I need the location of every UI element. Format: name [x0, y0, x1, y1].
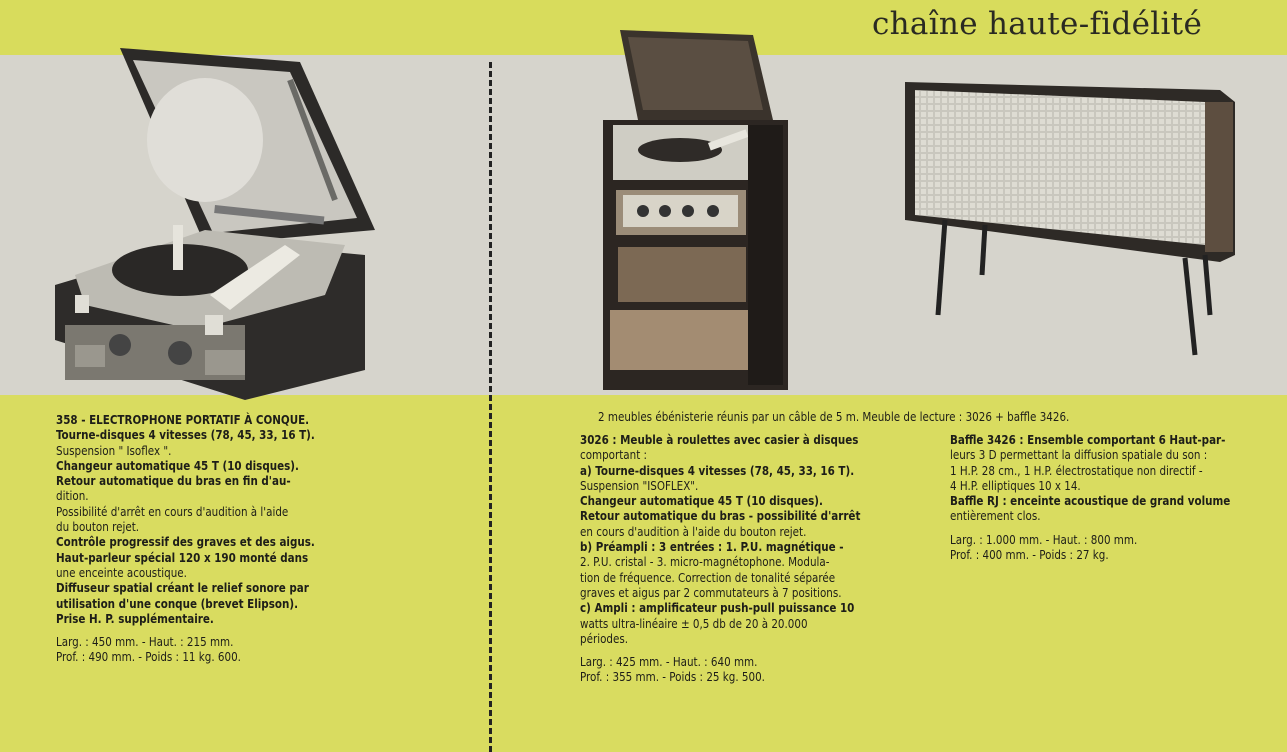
spec-line: comportant : — [580, 447, 648, 463]
spec-line: Possibilité d'arrêt en cours d'audition à l'aide — [56, 503, 289, 519]
spec-line: Suspension "ISOFLEX". — [580, 477, 699, 493]
page-heading: chaîne haute-fidélité — [872, 6, 1203, 42]
spec-line: 1 H.P. 28 cm., 1 H.P. électrostatique non directif - — [950, 462, 1203, 478]
dimensions-line: Prof. : 355 mm. - Poids : 25 kg. 500. — [580, 669, 765, 685]
spec-line: utilisation d'une conque (brevet Elipson). — [56, 595, 299, 611]
spec-line: Prise H. P. supplémentaire. — [56, 610, 214, 626]
spec-line: leurs 3 D permettant la diffusion spatiale du son : — [950, 447, 1208, 463]
baffle-description — [950, 432, 1277, 562]
spec-line: Tourne-disques 4 vitesses (78, 45, 33, 16 T). — [56, 427, 315, 443]
spec-line: Contrôle progressif des graves et des aigus. — [56, 534, 315, 550]
spec-line: périodes. — [580, 630, 629, 646]
cabinet-description — [580, 432, 925, 685]
spec-line: Changeur automatique 45 T (10 disques). — [56, 457, 299, 473]
dimensions-line: Prof. : 400 mm. - Poids : 27 kg. — [950, 547, 1109, 563]
spec-line: watts ultra-linéaire ± 0,5 db de 20 à 20.000 — [580, 615, 808, 631]
spec-line: dition. — [56, 488, 89, 504]
spec-line: Haut-parleur spécial 120 x 190 monté dans — [56, 549, 309, 565]
product-title: 358 - ELECTROPHONE PORTATIF À CONQUE. — [56, 412, 310, 427]
dimensions-line: Larg. : 1.000 mm. - Haut. : 800 mm. — [950, 531, 1138, 547]
spec-line: Changeur automatique 45 T (10 disques). — [580, 493, 823, 509]
hifi-intro: 2 meubles ébénisterie réunis par un câble de 5 m. Meuble de lecture : 3026 + baffle 3426. — [598, 409, 1070, 424]
spec-line: Retour automatique du bras - possibilité d'arrêt — [580, 508, 861, 524]
dimensions-line: Larg. : 425 mm. - Haut. : 640 mm. — [580, 654, 758, 670]
dimensions-line: Prof. : 490 mm. - Poids : 11 kg. 600. — [56, 649, 241, 665]
spec-line: une enceinte acoustique. — [56, 564, 187, 580]
spec-line: 2. P.U. cristal - 3. micro-magnétophone. Modula- — [580, 554, 830, 570]
spec-line: Baffle RJ : enceinte acoustique de grand volume — [950, 493, 1231, 509]
electrophone-photo — [45, 40, 380, 405]
spec-line: du bouton rejet. — [56, 519, 140, 535]
spec-line: b) Préampli : 3 entrées : 1. P.U. magnétique - — [580, 539, 844, 555]
spec-line: entièrement clos. — [950, 508, 1041, 524]
spec-line: Retour automatique du bras en fin d'au- — [56, 473, 291, 489]
spec-line: 4 H.P. elliptiques 10 x 14. — [950, 477, 1081, 493]
spec-line: 3026 : Meuble à roulettes avec casier à disques — [580, 432, 859, 447]
spec-line: Baffle 3426 : Ensemble comportant 6 Haut-par- — [950, 432, 1226, 447]
spec-line: tion de fréquence. Correction de tonalité séparée — [580, 569, 836, 585]
electrophone-description — [56, 412, 369, 665]
spec-line: en cours d'audition à l'aide du bouton rejet. — [580, 523, 807, 539]
spec-line: c) Ampli : amplificateur push-pull puissance 10 — [580, 600, 855, 616]
cabinet-photo — [598, 25, 793, 395]
speaker-baffle-photo — [900, 70, 1245, 365]
spec-line: graves et aigus par 2 commutateurs à 7 positions. — [580, 584, 842, 600]
spec-line: Suspension " Isoflex ". — [56, 442, 172, 458]
column-divider — [489, 62, 492, 752]
spec-line: Diffuseur spatial créant le relief sonore par — [56, 580, 309, 596]
dimensions-line: Larg. : 450 mm. - Haut. : 215 mm. — [56, 634, 234, 650]
spec-line: a) Tourne-disques 4 vitesses (78, 45, 33, 16 T). — [580, 462, 855, 478]
